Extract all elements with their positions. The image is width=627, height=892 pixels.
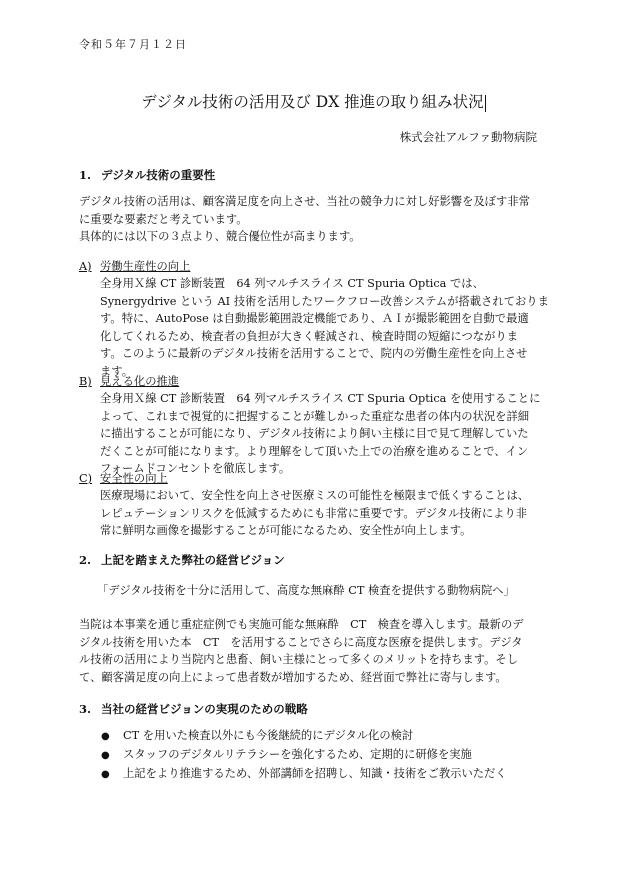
item-c-line: 常に鮮明な画像を撮影することが可能になるため、安全性が向上します。: [100, 524, 472, 537]
list-item-text: CT を用いた検査以外にも今後継続的にデジタル化の検討: [123, 729, 414, 742]
document-title-text: デジタル技術の活用及び DX 推進の取り組み状況: [141, 93, 484, 111]
list-item: [101, 746, 507, 765]
intro-line: に重要な要素だと考えています。: [79, 212, 248, 226]
item-b-line: よって、これまで視覚的に把握することが難しかった重症な患者の体内の状況を詳細: [100, 409, 530, 423]
document-title: [0, 90, 627, 112]
section-2-heading: [79, 552, 285, 568]
section-2-title: 上記を踏まえた弊社の経営ビジョン: [101, 553, 285, 567]
item-a-line: す。特に、AutoPose は自動撮影範囲設定機能であり、ＡＩが撮影範囲を自動で最適: [100, 312, 529, 325]
section-2-line: ル技術の活用により当院内と患畜、飼い主様にとって多くのメリットを持ちます。そし: [79, 653, 519, 666]
item-b-line: 全身用Ｘ線 CT 診断装置 64 列マルチスライス CT Spuria Optica を使用することに: [100, 392, 541, 405]
item-b-body: [100, 390, 550, 478]
strategy-list: [101, 727, 507, 784]
intro-line: 具体的には以下の３点より、競合優位性が高まります。: [79, 230, 361, 243]
item-a-line: ます。: [100, 364, 133, 378]
list-item-text: 上記をより推進するため、外部講師を招聘し、知識・技術をご教示いただく: [123, 767, 507, 780]
item-a-line: 化してくれるため、検査者の負担が大きく軽減され、検査時間の短縮につながりま: [100, 329, 518, 343]
item-c-body: [100, 487, 550, 540]
bullet-icon: ●: [101, 731, 110, 742]
vision-quote: 「デジタル技術を十分に活用して、高度な無麻酔 CT 検査を提供する動物病院へ」: [97, 584, 515, 597]
item-c-line: レピュテーションリスクを低減するためにも非常に重要です。デジタル技術により非: [100, 506, 528, 520]
section-3-number: 3.: [79, 702, 92, 716]
list-item-text: スタッフのデジタルリテラシーを強化するため、定期的に研修を実施: [123, 748, 472, 761]
section-1-title: デジタル技術の重要性: [101, 168, 216, 182]
list-item: [101, 765, 507, 784]
item-c-name: 安全性の向上: [100, 472, 168, 485]
list-item: [101, 727, 507, 746]
section-2-line: 当院は本事業を通じ重症症例でも実施可能な無麻酔 CT 検査を導入します。最新のデ: [79, 618, 524, 631]
item-a-line: す。このように最新のデジタル技術を活用することで、院内の労働生産性を向上させ: [100, 347, 528, 360]
text-cursor: [485, 95, 486, 112]
item-a-line: Synergydrive という AI 技術を活用したワークフロー改善システムが搭載されておりま: [100, 294, 549, 308]
section-1-number: 1.: [79, 168, 92, 182]
bullet-icon: ●: [101, 769, 110, 780]
item-a-name: 労働生産性の向上: [100, 260, 191, 273]
intro-line: デジタル技術の活用は、顧客満足度を向上させ、当社の競争力に対し好影響を及ぼす非常: [79, 195, 530, 208]
section-1-heading: [79, 167, 215, 183]
item-c-heading: [79, 470, 168, 488]
section-3-heading: [79, 701, 308, 717]
company-name: 株式会社アルファ動物病院: [399, 130, 537, 144]
item-b-line: だくことが可能になります。より理解をして頂いた上での治療を進めることで、イン: [100, 444, 529, 458]
item-a-line: 全身用Ｘ線 CT 診断装置 64 列マルチスライス CT Spuria Optica では、: [100, 277, 484, 290]
document-date: 令和５年７月１２日: [79, 38, 187, 51]
section-2-line: て、顧客満足度の向上によって患者数が増加するため、経営面で弊社に寄与します。: [79, 670, 507, 684]
section-3-title: 当社の経営ビジョンの実現のための戦略: [101, 702, 308, 716]
section-2-body: [79, 616, 554, 686]
section-2-number: 2.: [79, 553, 92, 567]
item-a-label: A): [79, 260, 92, 273]
section-2-line: ジタル技術を用いた本 CT を活用することでさらに高度な医療を提供します。デジタ: [79, 635, 523, 649]
item-c-label: C): [79, 472, 93, 485]
section-1-intro: [79, 193, 554, 246]
item-b-heading: [79, 373, 179, 391]
item-b-name: 見える化の推進: [100, 375, 180, 388]
item-a-body: [100, 275, 550, 380]
item-b-line: に描出することが可能になり、デジタル技術により飼い主様に目で見て理解していた: [100, 427, 529, 440]
item-b-line: フォームドコンセントを徹底します。: [100, 462, 291, 475]
item-b-label: B): [79, 375, 92, 388]
item-c-line: 医療現場において、安全性を向上させ医療ミスの可能性を極限まで低くすることは、: [100, 489, 530, 502]
bullet-icon: ●: [101, 750, 110, 761]
item-a-heading: [79, 258, 190, 276]
